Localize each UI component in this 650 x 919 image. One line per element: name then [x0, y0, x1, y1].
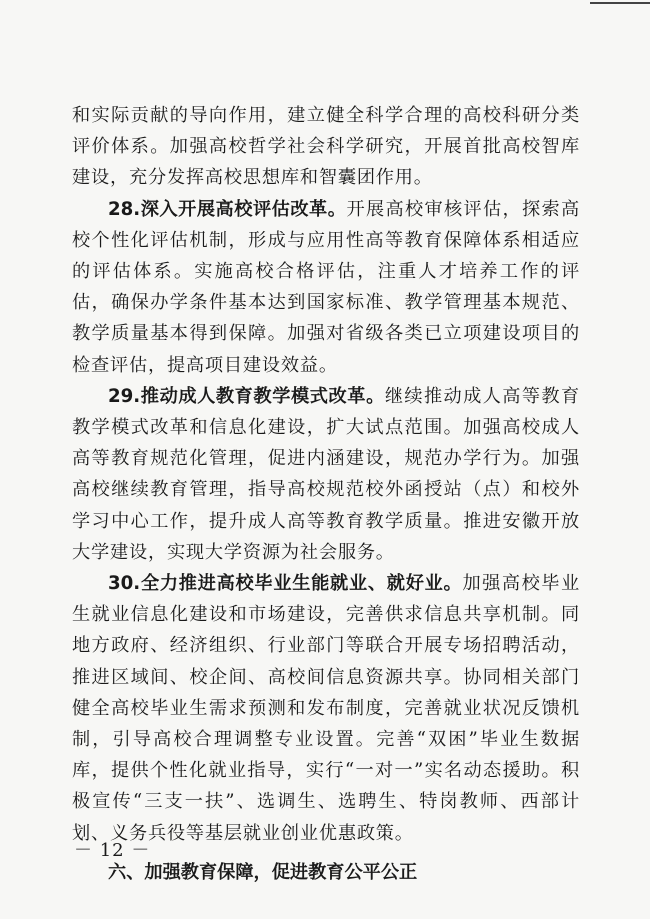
item-heading: 29.推动成人教育教学模式改革。: [108, 385, 385, 407]
paragraph-item-30: [72, 568, 580, 849]
page-number: － 12 －: [74, 840, 151, 861]
paragraph-continuation: [72, 100, 580, 194]
paragraph-text: 继续推动成人高等教育教学模式改革和信息化建设，扩大试点范围。加强高校成人高等教育规范化管理，促进内涵建设，规范办学行为。加强高校继续教育管理，指导高校规范校外函授站（点）和校外学习中心工作，提升成人高等教育教学质量。推进安徽开放大学建设，实现大学资源为社会服务。: [72, 385, 580, 563]
page-edge-mark: [590, 2, 650, 4]
item-heading: 28.深入开展高校评估改革。: [108, 198, 347, 220]
paragraph-text: 开展高校审核评估，探索高校个性化评估机制，形成与应用性高等教育保障体系相适应的评估体系。实施高校合格评估，注重人才培养工作的评估，确保办学条件基本达到国家标准、教学管理基本规范、教学质量基本得到保障。加强对省级各类已立项建设项目的检查评估，提高项目建设效益。: [72, 198, 580, 376]
paragraph-item-29: [72, 381, 580, 568]
paragraph-item-28: [72, 194, 580, 381]
document-body: [72, 100, 580, 888]
paragraph-text: 加强高校毕业生就业信息化建设和市场建设，完善供求信息共享机制。同地方政府、经济组织、行业部门等联合开展专场招聘活动，推进区域间、校企间、高校间信息资源共享。协同相关部门健全高校毕业生需求预测和发布制度，完善就业状况反馈机制，引导高校合理调整专业设置。完善“双困”毕业生数据库，提供个性化就业指导，实行“一对一”实名动态援助。积极宣传“三支一扶”、选调生、选聘生、特岗教师、西部计划、义务兵役等基层就业创业优惠政策。: [72, 573, 580, 844]
item-heading: 30.全力推进高校毕业生能就业、就好业。: [108, 573, 463, 595]
section-title: 六、加强教育保障，促进教育公平公正: [108, 861, 418, 883]
paragraph-text: 和实际贡献的导向作用，建立健全科学合理的高校科研分类评价体系。加强高校哲学社会科学研究，开展首批高校智库建设，充分发挥高校思想库和智囊团作用。: [72, 105, 580, 189]
